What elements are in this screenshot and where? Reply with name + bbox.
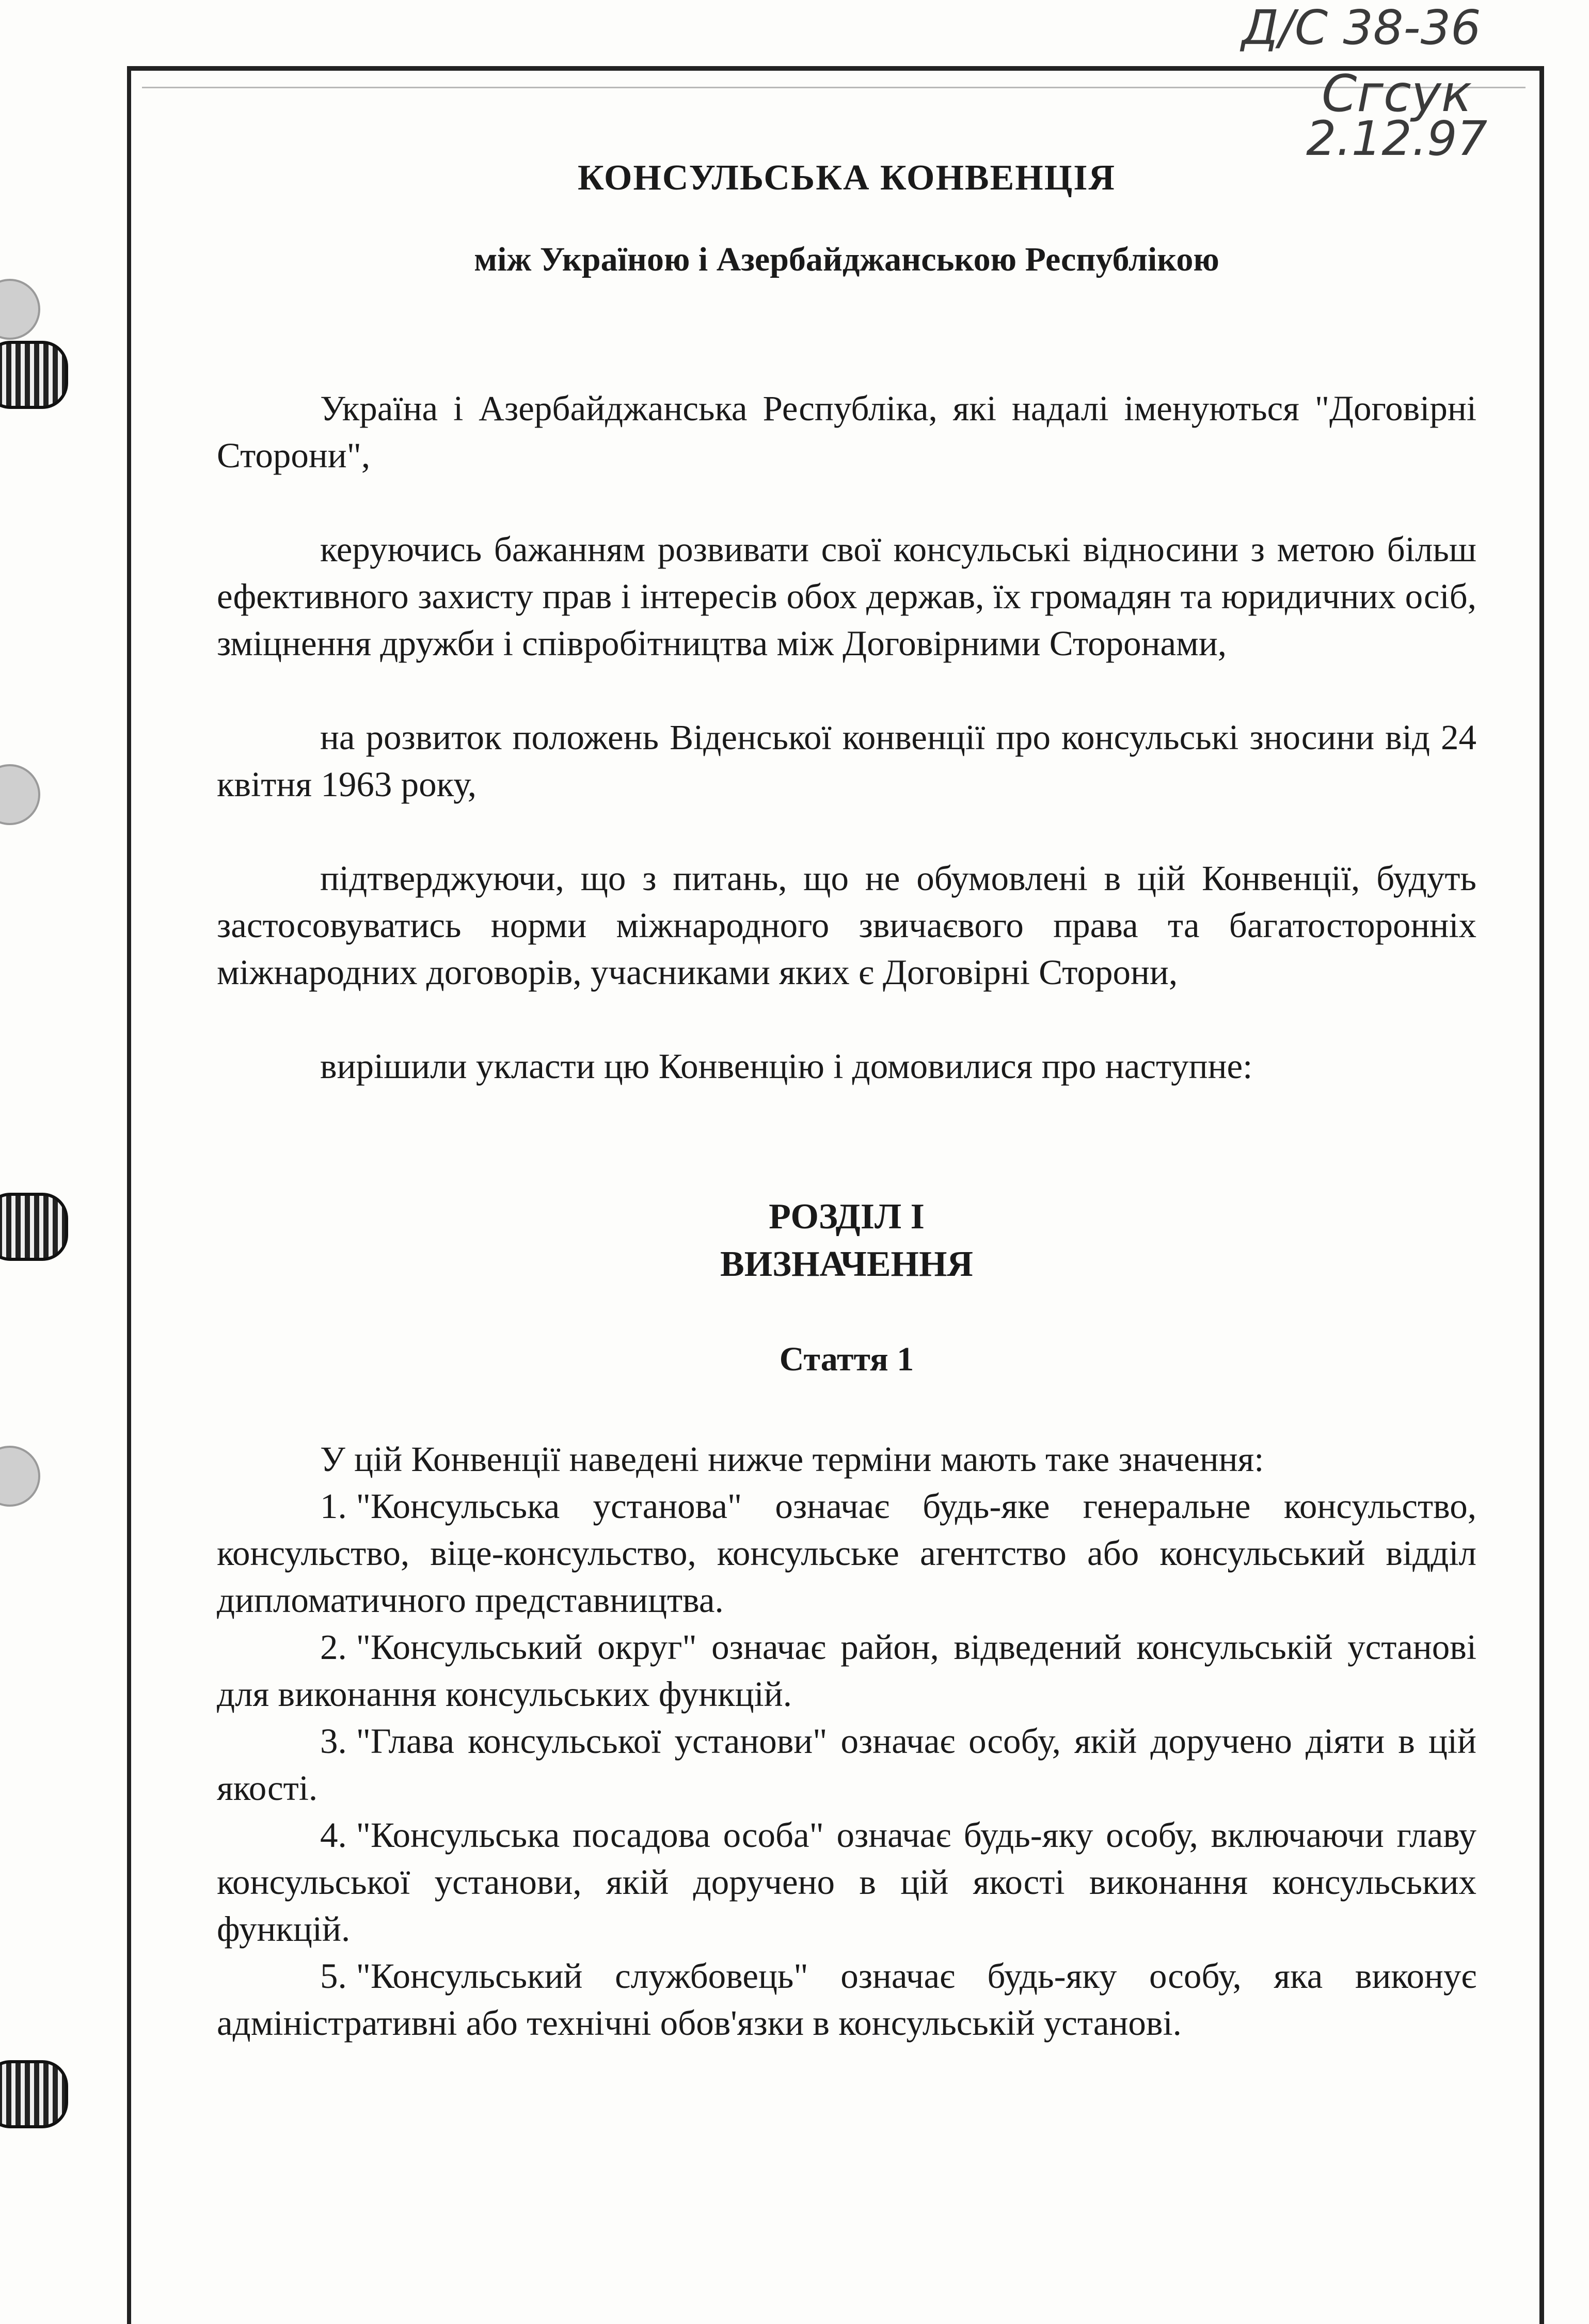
handwritten-code: Д/С 38-36 (1242, 0, 1481, 55)
document-subtitle: між Україною і Азербайджанською Республікою (474, 241, 1219, 278)
definition-item (217, 1483, 1476, 1624)
page-frame-inner-line (142, 87, 1526, 88)
definition-number: 2. (320, 1627, 347, 1667)
definition-number: 3. (320, 1721, 347, 1761)
binder-hole (0, 279, 40, 340)
document-body (217, 160, 1476, 2047)
binder-hole (0, 764, 40, 825)
handwritten-signature: Сгсук (1322, 65, 1472, 123)
preamble-paragraph: керуючись бажанням розвивати свої консульські відносини з метою більш ефективного захисту прав і інтересів обох держав, їх громадян та юридичних осіб, зміцнення дружби і співробітництва між Договірними Сторонами, (217, 530, 1476, 663)
definition-text: "Консульська установа" означає будь-яке генеральне консульство, консульство, віце-консульство, консульське агентство або консульський відділ дипломатичного представництва. (217, 1487, 1476, 1620)
page-frame-left (127, 66, 131, 2324)
preamble-paragraph: Україна і Азербайджанська Республіка, які надалі іменуються "Договірні Сторони", (217, 389, 1476, 475)
preamble-paragraph: вирішили укласти цю Конвенцію і домовилися про наступне: (320, 1047, 1253, 1086)
definition-number: 5. (320, 1956, 347, 1996)
definition-item (217, 1953, 1476, 2047)
definition-text: "Консульський службовець" означає будь-яку особу, яка виконує адміністративні або технічні обов'язки в консульській установі. (217, 1956, 1476, 2043)
definition-item (217, 1718, 1476, 1812)
binder-clip (0, 1193, 68, 1261)
article-intro: У цій Конвенції наведені нижче терміни мають таке значення: (320, 1440, 1264, 1479)
preamble-paragraph: на розвиток положень Віденської конвенції про консульські зносини від 24 квітня 1963 року, (217, 718, 1476, 804)
definition-item (217, 1624, 1476, 1718)
preamble-paragraph: підтверджуючи, що з питань, що не обумовлені в цій Конвенції, будуть застосовуватись норми міжнародного звичаєвого права та багатосторонніх міжнародних договорів, учасниками яких є Договірні Сторони, (217, 859, 1476, 992)
definition-number: 1. (320, 1487, 347, 1526)
definition-text: "Консульський округ" означає район, відведений консульській установі для виконання консульських функцій. (217, 1627, 1476, 1714)
document-title: КОНСУЛЬСЬКА КОНВЕНЦІЯ (578, 158, 1116, 198)
binder-clip (0, 2060, 68, 2128)
binder-clip (0, 341, 68, 409)
definition-text: "Консульська посадова особа" означає будь-яку особу, включаючи главу консульської установи, якій доручено в цій якості виконання консульських функцій. (217, 1815, 1476, 1949)
definition-text: "Глава консульської установи" означає особу, якій доручено діяти в цій якості. (217, 1721, 1476, 1808)
section-heading (217, 1193, 1476, 1288)
article-title: Стаття 1 (779, 1340, 914, 1378)
handwritten-date: 2.12.97 (1306, 111, 1488, 166)
page-frame-right (1539, 66, 1544, 2324)
definition-item (217, 1812, 1476, 1953)
definition-number: 4. (320, 1815, 347, 1855)
section-number: РОЗДІЛ І (769, 1197, 925, 1237)
section-name: ВИЗНАЧЕННЯ (720, 1244, 973, 1284)
binder-hole (0, 1446, 40, 1507)
